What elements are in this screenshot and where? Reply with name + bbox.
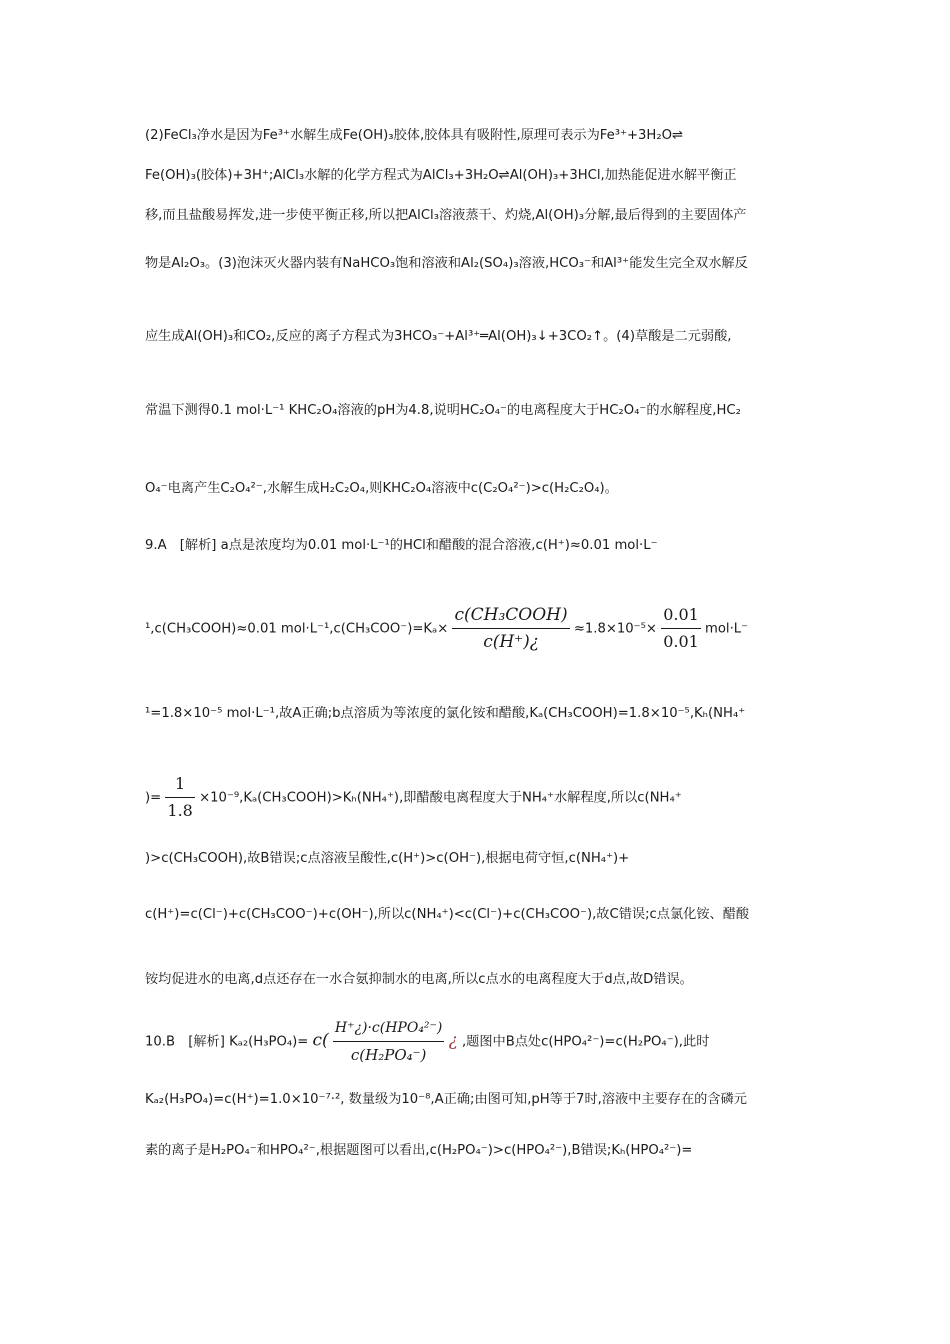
fraction-bar [452, 628, 569, 629]
paragraph-line-7: O₄⁻电离产生C₂O₄²⁻,水解生成H₂C₂O₄,则KHC₂O₄溶液中c(C₂O₄²⁻)>c(H₂C₂O₄)。 [145, 481, 618, 496]
concentration-fraction [661, 603, 701, 654]
paragraph-line-2: Fe(OH)₃(胶体)+3H⁺;AlCl₃水解的化学方程式为AlCl₃+3H₂O⇌Al(OH)₃+3HCl,加热能促进水解平衡正 [145, 168, 737, 183]
equation-text: mol·L⁻ [705, 621, 749, 637]
paragraph-line-5: 应生成Al(OH)₃和CO₂,反应的离子方程式为3HCO₃⁻+Al³⁺═Al(OH)₃↓+3CO₂↑。(4)草酸是二元弱酸, [145, 329, 732, 344]
ka2-fraction [333, 1016, 445, 1067]
answer-9-line-5: )>c(CH₃COOH),故B错误;c点溶液呈酸性,c(H⁺)>c(OH⁻),根据电荷守恒,c(NH₄⁺)+ [145, 851, 630, 866]
paragraph-line-3: 移,而且盐酸易挥发,进一步使平衡正移,所以把AlCl₃溶液蒸干、灼烧,Al(OH)₃分解,最后得到的主要固体产 [145, 208, 747, 223]
answer-9-line-3: ¹=1.8×10⁻⁵ mol·L⁻¹,故A正确;b点溶质为等浓度的氯化铵和醋酸,Kₐ(CH₃COOH)=1.8×10⁻⁵,Kₕ(NH₄⁺ [145, 706, 746, 721]
paragraph-line-4: 物是Al₂O₃。(3)泡沫灭火器内装有NaHCO₃饱和溶液和Al₂(SO₄)₃溶液,HCO₃⁻和Al³⁺能发生完全双水解反 [145, 256, 748, 271]
kh-fraction-denominator: 1.8 [167, 801, 193, 820]
ka-fraction-denominator: c(H⁺)¿ [483, 632, 539, 652]
kh-fraction-numerator: 1 [175, 774, 186, 793]
answer-10-line-3: 素的离子是H₂PO₄⁻和HPO₄²⁻,根据题图可以看出,c(H₂PO₄⁻)>c(HPO₄²⁻),B错误;Kₕ(HPO₄²⁻)= [145, 1143, 693, 1158]
answer-10-line-2: Kₐ₂(H₃PO₄)=c(H⁺)=1.0×10⁻⁷·², 数量级为10⁻⁸,A正确;由图可知,pH等于7时,溶液中主要存在的含磷元 [145, 1092, 747, 1107]
ka2-suffix: ¿ [448, 1030, 458, 1051]
fraction-bar [333, 1041, 445, 1042]
ka-fraction-numerator: c(CH₃COOH) [454, 605, 568, 625]
equation-text: ≈1.8×10⁻⁵× [573, 621, 657, 637]
fraction-bar [661, 628, 701, 629]
answer-9-line-6: c(H⁺)=c(Cl⁻)+c(CH₃COO⁻)+c(OH⁻),所以c(NH₄⁺)<c(Cl⁻)+c(CH₃COO⁻),故C错误;c点氯化铵、醋酸 [145, 907, 750, 922]
equation-text: )= [145, 790, 162, 806]
equation-text: ,题图中B点处c(HPO₄²⁻)=c(H₂PO₄⁻),此时 [461, 1034, 710, 1050]
equation-text: 10.B [解析] Kₐ₂(H₃PO₄)= [145, 1034, 309, 1050]
paragraph-line-1: (2)FeCl₃净水是因为Fe³⁺水解生成Fe(OH)₃胶体,胶体具有吸附性,原理可表示为Fe³⁺+3H₂O⇌ [145, 128, 684, 143]
equation-text: ×10⁻⁹,Kₐ(CH₃COOH)>Kₕ(NH₄⁺),即醋酸电离程度大于NH₄⁺水解程度,所以c(NH₄⁺ [199, 790, 682, 806]
ka2-fraction-numerator: H⁺¿)·c(HPO₄²⁻) [334, 1020, 443, 1036]
answer-9-line-7: 铵均促进水的电离,d点还存在一水合氨抑制水的电离,所以c点水的电离程度大于d点,故D错误。 [145, 972, 693, 987]
answer-9-heading-line: 9.A [解析] a点是浓度均为0.01 mol·L⁻¹的HCl和醋酸的混合溶液,c(H⁺)≈0.01 mol·L⁻ [145, 538, 658, 553]
ka-fraction [452, 603, 569, 654]
equation-text: ¹,c(CH₃COOH)≈0.01 mol·L⁻¹,c(CH₃COO⁻)=Kₐ× [145, 621, 449, 637]
ka2-fraction-denominator: c(H₂PO₄⁻) [350, 1046, 427, 1064]
answer-9-equation-line [145, 603, 810, 654]
answer-10-heading-line [145, 1016, 810, 1067]
answer-9-kh-line [145, 772, 810, 823]
paragraph-line-6: 常温下测得0.1 mol·L⁻¹ KHC₂O₄溶液的pH为4.8,说明HC₂O₄⁻的电离程度大于HC₂O₄⁻的水解程度,HC₂ [145, 403, 741, 418]
ka2-prefix: c( [312, 1030, 329, 1051]
kh-fraction [165, 772, 194, 823]
concentration-numerator: 0.01 [663, 605, 699, 624]
concentration-denominator: 0.01 [663, 632, 699, 651]
fraction-bar [165, 797, 194, 798]
